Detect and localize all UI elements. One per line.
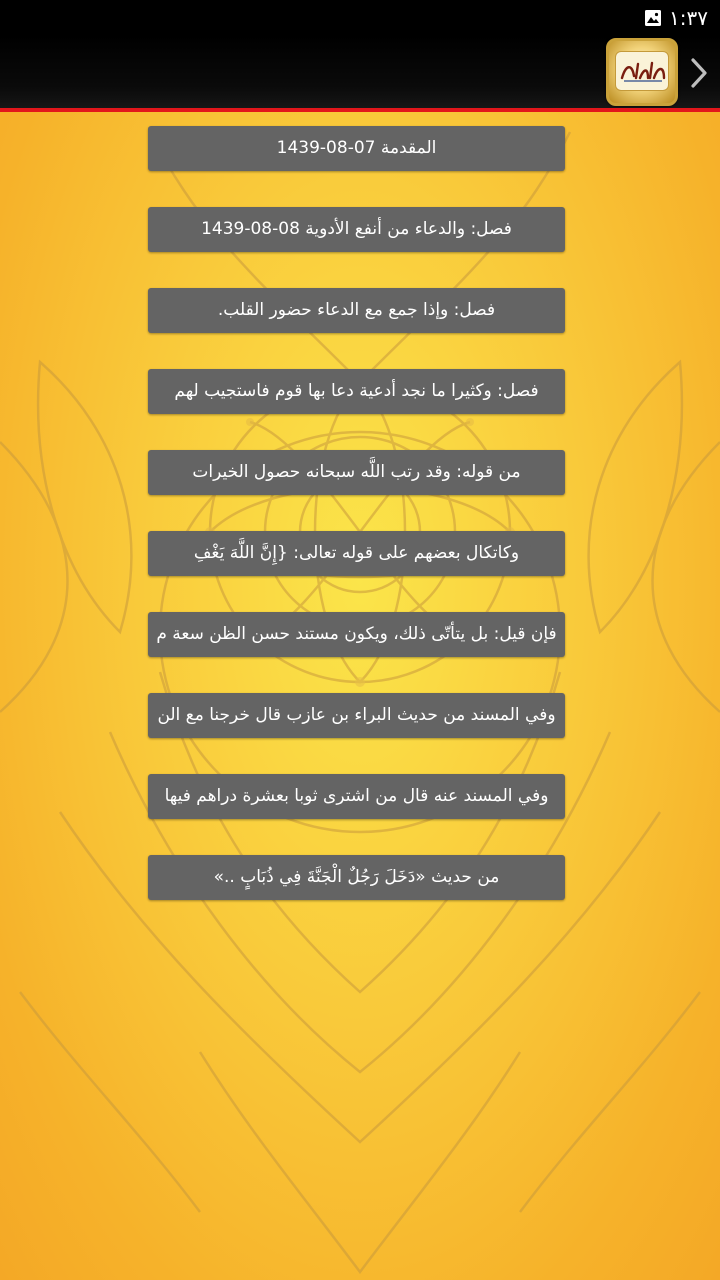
chapter-item-label: من حديث «دَخَلَ رَجُلٌ الْجَنَّةَ فِي ذُبَابٍ ..» bbox=[213, 867, 500, 887]
status-bar bbox=[0, 0, 720, 36]
chapter-item[interactable] bbox=[148, 369, 565, 414]
chevron-right-icon[interactable] bbox=[688, 56, 710, 90]
chapter-item-label: وفي المسند من حديث البراء بن عازب قال خرجنا مع الن bbox=[157, 705, 556, 725]
chapter-item[interactable] bbox=[148, 126, 565, 171]
chapter-item-label: المقدمة 07-08-1439 bbox=[276, 138, 437, 158]
chapter-item[interactable] bbox=[148, 288, 565, 333]
chapter-item[interactable] bbox=[148, 450, 565, 495]
chapter-item[interactable] bbox=[148, 693, 565, 738]
book-logo-icon bbox=[606, 38, 678, 106]
chapter-item[interactable] bbox=[148, 855, 565, 900]
chapter-item-label: وكاتكال بعضهم على قوله تعالى: {إِنَّ اللَّهَ يَغْفِ bbox=[193, 543, 520, 563]
logo-panel bbox=[615, 51, 669, 91]
chapter-item-label: من قوله: وقد رتب اللَّه سبحانه حصول الخيرات bbox=[192, 462, 521, 482]
status-time: ١:٣٧ bbox=[669, 6, 708, 30]
chapter-item[interactable] bbox=[148, 612, 565, 657]
chapter-item[interactable] bbox=[148, 207, 565, 252]
logo-calligraphy bbox=[618, 58, 668, 84]
chapter-item[interactable] bbox=[148, 531, 565, 576]
chapter-item-label: فصل: والدعاء من أنفع الأدوية 08-08-1439 bbox=[201, 219, 512, 239]
chapter-item-label: فصل: وإذا جمع مع الدعاء حضور القلب. bbox=[217, 300, 496, 320]
chapter-item[interactable] bbox=[148, 774, 565, 819]
content-area bbox=[0, 112, 720, 1280]
chapter-item-label: وفي المسند عنه قال من اشترى ثوبا بعشرة دراهم فيها bbox=[164, 786, 549, 806]
image-icon bbox=[644, 9, 662, 27]
chapter-item-label: فصل: وكثيرا ما نجد أدعية دعا بها قوم فاستجيب لهم bbox=[174, 381, 539, 401]
chapter-item-label: فإن قيل: بل يتأتّى ذلك، ويكون مستند حسن الظن سعة م bbox=[156, 624, 557, 644]
